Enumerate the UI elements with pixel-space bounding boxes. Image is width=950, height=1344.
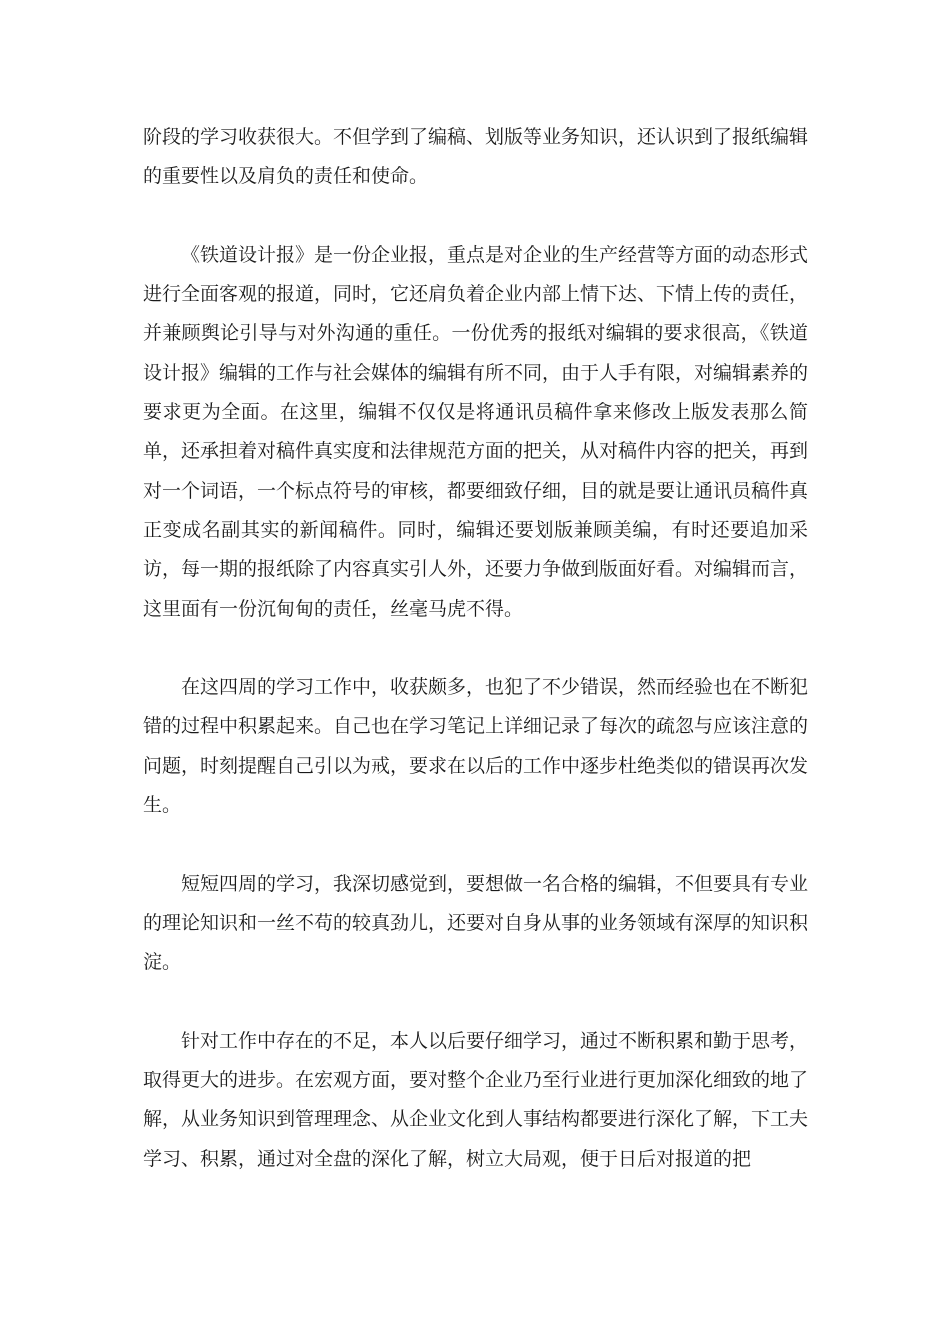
paragraph-newspaper-role: 《铁道设计报》是一份企业报，重点是对企业的生产经营等方面的动态形式进行全面客观的报道，同时，它还肩负着企业内部上情下达、下情上传的责任，并兼顾舆论引导与对外沟通的重任。一份优秀的报纸对编辑的要求很高，《铁道设计报》编辑的工作与社会媒体的编辑有所不同，由于人手有限，对编辑素养的要求更为全面。在这里，编辑不仅仅是将通讯员稿件拿来修改上版发表那么简单，还承担着对稿件真实度和法律规范方面的把关，从对稿件内容的把关，再到对一个词语，一个标点符号的审核，都要细致仔细，目的就是要让通讯员稿件真正变成名副其实的新闻稿件。同时，编辑还要划版兼顾美编，有时还要追加采访，每一期的报纸除了内容真实引人外，还要力争做到版面好看。对编辑而言，这里面有一份沉甸甸的责任，丝毫马虎不得。 (143, 243, 809, 620)
paragraph-continued: 阶段的学习收获很大。不但学到了编稿、划版等业务知识，还认识到了报纸编辑的重要性以及肩负的责任和使命。 (143, 126, 809, 188)
paragraph-future-plan: 针对工作中存在的不足，本人以后要仔细学习，通过不断积累和勤于思考，取得更大的进步。在宏观方面，要对整个企业乃至行业进行更加深化细致的地了解，从业务知识到管理理念、从企业文化到人事结构都要进行深化了解，下工夫学习、积累，通过对全盘的深化了解，树立大局观，便于日后对报道的把 (143, 1029, 809, 1170)
document-body (143, 118, 808, 1218)
paragraph-qualified-editor: 短短四周的学习，我深切感觉到，要想做一名合格的编辑，不但要具有专业的理论知识和一丝不苟的较真劲儿，还要对自身从事的业务领域有深厚的知识积淀。 (143, 872, 809, 974)
paragraph-four-weeks-work: 在这四周的学习工作中，收获颇多，也犯了不少错误，然而经验也在不断犯错的过程中积累起来。自己也在学习笔记上详细记录了每次的疏忽与应该注意的问题，时刻提醒自己引以为戒，要求在以后的工作中逐步杜绝类似的错误再次发生。 (143, 676, 809, 817)
